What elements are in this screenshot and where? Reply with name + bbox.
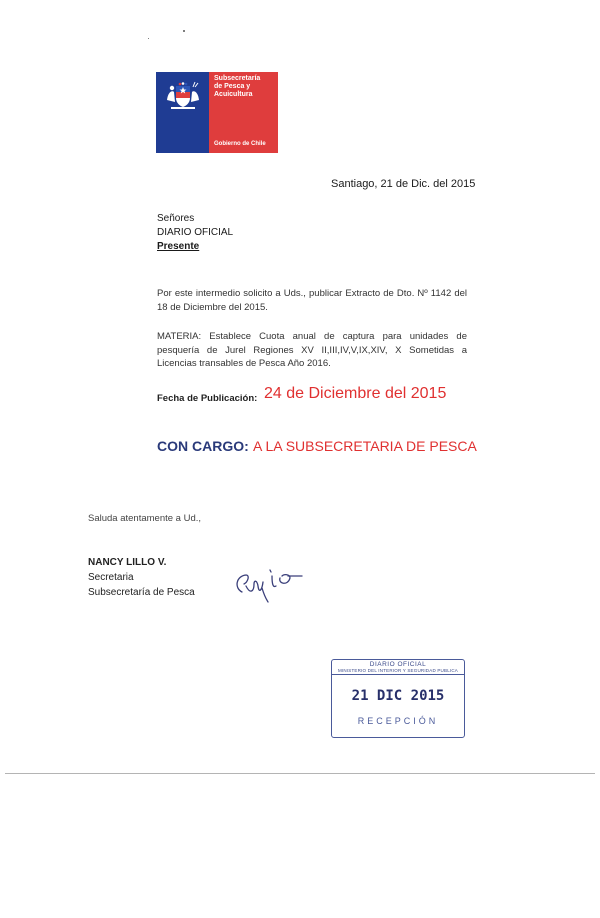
recipient-name: DIARIO OFICIAL (157, 227, 234, 238)
con-cargo-label: CON CARGO: (157, 438, 249, 454)
stamp-date: 21 DIC 2015 (351, 688, 445, 704)
closing-salutation: Saluda atentamente a Ud., (88, 513, 202, 524)
scan-speck (148, 38, 149, 39)
recipient-greeting: Señores (157, 213, 195, 224)
signatory-role: Secretaria (88, 572, 134, 583)
scan-speck (183, 30, 185, 32)
con-cargo-value: A LA SUBSECRETARIA DE PESCA (253, 438, 477, 454)
publication-date-label: Fecha de Publicación: (157, 393, 258, 404)
publication-date-value: 24 de Diciembre del 2015 (264, 385, 447, 402)
signatory-office: Subsecretaría de Pesca (88, 587, 195, 598)
chile-coat-of-arms-icon (164, 78, 202, 110)
request-paragraph: Por este intermedio solicito a Uds., publicar Extracto de Dto. Nº 1142 del 18 de Diciembre del 2015. (157, 288, 467, 313)
handwritten-signature (232, 562, 308, 606)
page-divider (5, 773, 595, 774)
reception-stamp (331, 659, 465, 738)
logo-agency-name: Subsecretaría de Pesca y Acuicultura (214, 75, 261, 98)
stamp-subtitle: MINISTERIO DEL INTERIOR Y SEGURIDAD PUBLICA (332, 668, 464, 675)
stamp-reception: RECEPCIÓN (357, 716, 439, 726)
materia-paragraph: MATERIA: Establece Cuota anual de captura para unidades de pesquería de Jurel Regiones XV II,III,IV,V,IX,XIV, X Sometidas a Licencias transables de Pesca Año 2016. (157, 331, 467, 369)
government-logo (156, 72, 278, 153)
logo-footer: Gobierno de Chile (214, 141, 266, 147)
recipient-presente: Presente (157, 241, 200, 252)
stamp-title: DIARIO OFICIAL (369, 661, 427, 668)
signatory-name: NANCY LILLO V. (88, 557, 167, 568)
logo-blue-panel (156, 72, 209, 153)
document-date: Santiago, 21 de Dic. del 2015 (331, 178, 476, 190)
